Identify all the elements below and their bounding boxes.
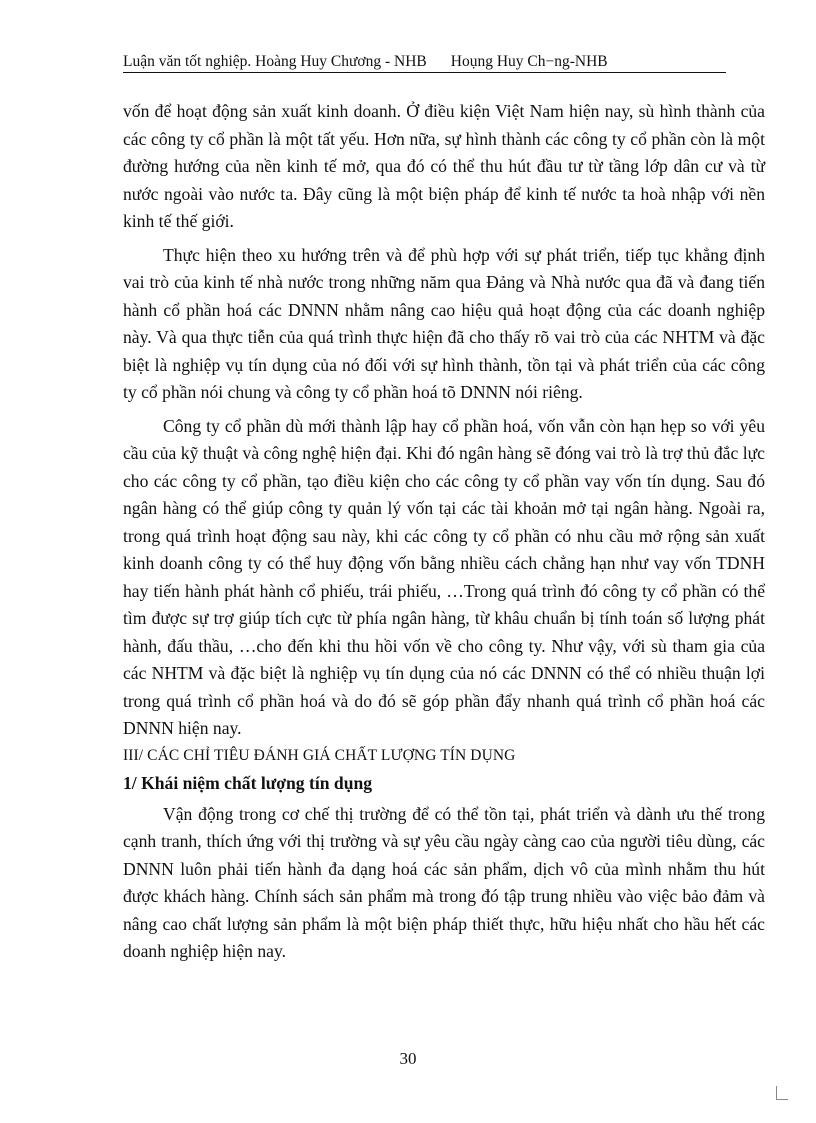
body-paragraph-4: Vận động trong cơ chế thị trường để có thể tồn tại, phát triển và dành ưu thế trong cạnh tranh, thích ứng với thị trường và sự yêu cầu ngày càng cao của người tiêu dùng, các DNNN luôn phải tiến hành đa dạng hoá các sản phẩm, dịch vô của mình nhằm thu hút được khách hàng. Chính sách sản phẩm mà trong đó tập trung nhiều vào việc bảo đảm và nâng cao chất lượng sản phẩm là một biện pháp thiết thực, hữu hiệu nhất cho hầu hết các doanh nghiệp hiện nay. (123, 803, 765, 961)
header-left-text: Luận văn tốt nghiệp. Hoàng Huy Chương - NHB (123, 53, 427, 70)
section-heading: III/ CÁC CHỈ TIÊU ĐÁNH GIÁ CHẤT LƯỢNG TÍN DỤNG (123, 746, 516, 764)
body-paragraph-1: vốn để hoạt động sản xuất kinh doanh. Ở điều kiện Việt Nam hiện nay, sù hình thành của các công ty cổ phần là một tất yếu. Hơn nữa, sự hình thành các công ty cổ phần còn là một đường hướng của nền kinh tế mở, qua đó có thể thu hút đầu tư từ tầng lớp dân cư và từ nước ngoài vào nước ta. Đây cũng là một biện pháp để kinh tế nước ta hoà nhập với nền kinh tế thế giới. (123, 101, 765, 231)
subsection-heading: 1/ Khái niệm chất lượng tín dụng (123, 772, 373, 793)
header-rule (123, 72, 726, 73)
page-body (123, 98, 765, 972)
body-paragraph-2: Thực hiện theo xu hướng trên và để phù hợp với sự phát triển, tiếp tục khẳng định vai trò của kinh tế nhà nước trong những năm qua Đảng và Nhà nước qua đã và đang tiến hành cổ phần hoá các DNNN nhằm nâng cao hiệu quả hoạt động của các doanh nghiệp này. Và qua thực tiễn của quá trình thực hiện đã cho thấy rõ vai trò của các NHTM và đặc biệt là nghiệp vụ tín dụng của nó đối với sự hình thành, tồn tại và phát triển của các công ty cổ phần nói chung và công ty cổ phần hoá tõ DNNN nói riêng. (123, 244, 765, 402)
crop-mark-vertical (776, 1086, 777, 1100)
running-header (123, 52, 726, 74)
header-right-text: Hoụng Huy Ch−ng-NHB (450, 53, 608, 70)
crop-mark-horizontal (776, 1099, 788, 1100)
body-paragraph-3: Công ty cổ phần dù mới thành lập hay cổ phần hoá, vốn vẫn còn hạn hẹp so với yêu cầu của kỹ thuật và công nghệ hiện đại. Khi đó ngân hàng sẽ đóng vai trò là trợ thủ đắc lực cho các công ty cổ phần, tạo điều kiện cho các công ty cổ phần vay vốn tín dụng. Sau đó ngân hàng có thể giúp công ty quản lý vốn tại các tài khoản mở tại ngân hàng. Ngoài ra, trong quá trình hoạt động sau này, khi các công ty cổ phần có nhu cầu mở rộng sản xuất kinh doanh công ty có thể huy động vốn bằng nhiều cách chẳng hạn như vay vốn TDNH hay tiến hành phát hành cổ phiếu, trái phiếu, …Trong quá trình đó công ty cổ phần có thể tìm được sự trợ giúp tích cực từ phía ngân hàng, từ khâu chuẩn bị tính toán số lượng phát hành, đấu thầu, …cho đến khi thu hồi vốn về cho công ty. Như vậy, với sù tham gia của các NHTM và đặc biệt là nghiệp vụ tín dụng của nó các DNNN có thể có nhiều thuận lợi trong quá trình cổ phần hoá và do đó sẽ góp phần đẩy nhanh quá trình cổ phần hoá các DNNN hiện nay. (123, 415, 765, 738)
page-number: 30 (399, 1049, 417, 1068)
